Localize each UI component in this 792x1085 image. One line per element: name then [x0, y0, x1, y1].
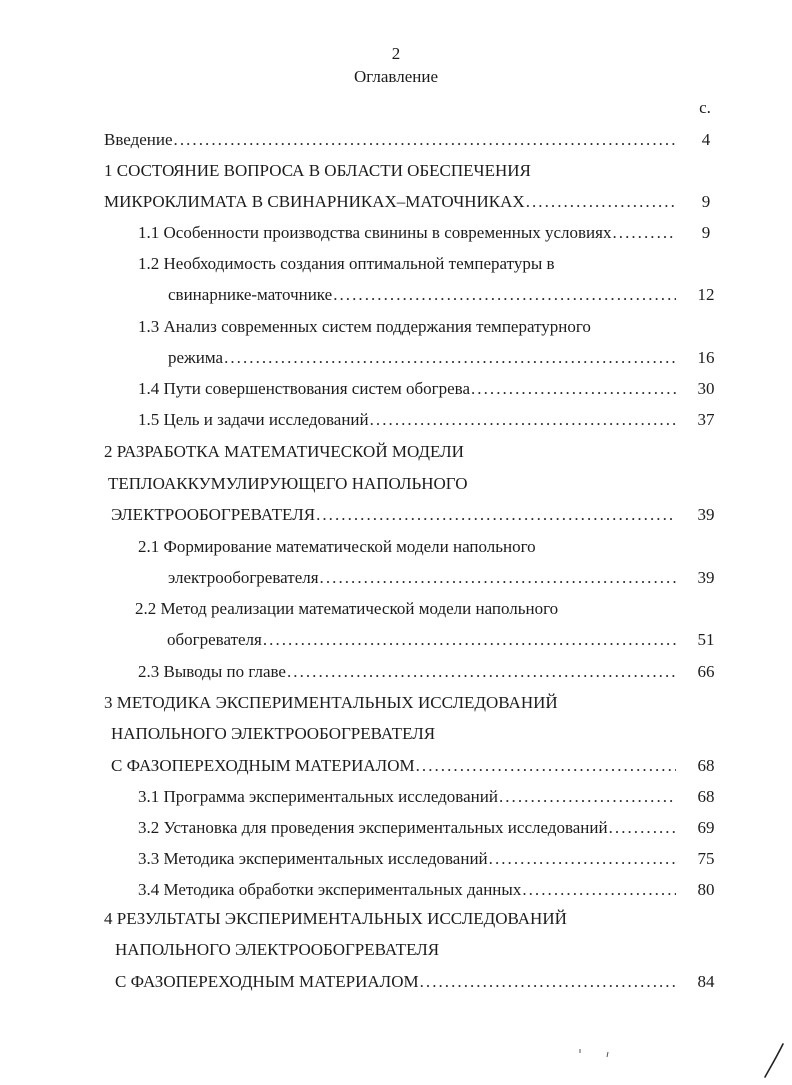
toc-entry[interactable]: обогревателя . . . — [167, 629, 676, 651]
dot-leader — [320, 567, 676, 589]
toc-entry[interactable]: 2.3 Выводы по главе . . . — [138, 661, 676, 683]
toc-page-number: 37 — [697, 410, 715, 429]
toc-entry[interactable]: 1.1 Особенности производства свинины в современных условиях . . . — [138, 222, 676, 244]
toc-entry[interactable]: режима . . . — [168, 347, 676, 369]
dot-leader — [489, 848, 676, 870]
toc-entry[interactable]: ЭЛЕКТРООБОГРЕВАТЕЛЯ . . . — [111, 504, 676, 526]
toc-entry[interactable]: электрообогревателя . . . — [168, 567, 676, 589]
toc-entry[interactable]: МИКРОКЛИМАТА В СВИНАРНИКАХ–МАТОЧНИКАХ . . . — [104, 191, 676, 213]
dot-leader — [287, 661, 676, 683]
toc-entry[interactable]: С ФАЗОПЕРЕХОДНЫМ МАТЕРИАЛОМ . . . — [111, 755, 676, 777]
toc-entry[interactable]: 1.2 Необходимость создания оптимальной температуры в — [138, 254, 555, 273]
toc-entry[interactable]: 1 СОСТОЯНИЕ ВОПРОСА В ОБЛАСТИ ОБЕСПЕЧЕНИЯ — [104, 161, 531, 180]
toc-entry[interactable]: 1.3 Анализ современных систем поддержания температурного — [138, 317, 591, 336]
toc-entry[interactable]: С ФАЗОПЕРЕХОДНЫМ МАТЕРИАЛОМ . . . — [115, 971, 676, 993]
toc-page-number: 39 — [697, 568, 715, 587]
toc-page-number: 84 — [697, 972, 715, 991]
toc-entry[interactable]: 3.3 Методика экспериментальных исследований . . . — [138, 848, 676, 870]
toc-page-number: 66 — [697, 662, 715, 681]
toc-entry[interactable]: 1.5 Цель и задачи исследований . . . — [138, 409, 676, 431]
dot-leader — [522, 879, 676, 901]
dot-leader — [263, 629, 676, 651]
dot-leader — [526, 191, 676, 213]
toc-entry[interactable]: 2.2 Метод реализации математической модели напольного — [135, 599, 559, 618]
toc-entry[interactable]: Введение . . . — [104, 129, 676, 151]
toc-page-number: 12 — [697, 285, 715, 304]
toc-entry[interactable]: 3.1 Программа экспериментальных исследований . . . — [138, 786, 676, 808]
toc-page-number: 69 — [697, 818, 715, 837]
toc-page-number: 16 — [697, 348, 715, 367]
toc-entry[interactable]: 2.1 Формирование математической модели напольного — [138, 537, 536, 556]
toc-page-number: 9 — [701, 223, 711, 242]
toc-page-number: 68 — [697, 756, 715, 775]
page-title: Оглавление — [354, 67, 438, 86]
toc-entry[interactable]: 2 РАЗРАБОТКА МАТЕМАТИЧЕСКОЙ МОДЕЛИ — [104, 442, 464, 461]
toc-page-number: 51 — [697, 630, 715, 649]
toc-entry[interactable]: 3.2 Установка для проведения экспериментальных исследований . . . — [138, 817, 676, 839]
toc-entry[interactable]: 3 МЕТОДИКА ЭКСПЕРИМЕНТАЛЬНЫХ ИССЛЕДОВАНИЙ — [104, 693, 558, 712]
page-number: 2 — [391, 44, 401, 63]
toc-entry[interactable]: 4 РЕЗУЛЬТАТЫ ЭКСПЕРИМЕНТАЛЬНЫХ ИССЛЕДОВАНИЙ — [104, 909, 567, 928]
dot-leader — [471, 378, 676, 400]
toc-entry[interactable]: НАПОЛЬНОГО ЭЛЕКТРООБОГРЕВАТЕЛЯ — [115, 940, 440, 959]
toc-entry[interactable]: ТЕПЛОАККУМУЛИРУЮЩЕГО НАПОЛЬНОГО — [108, 474, 468, 493]
pen-mark — [762, 1040, 786, 1080]
dot-leader — [420, 971, 676, 993]
toc-page-number: 39 — [697, 505, 715, 524]
dot-leader — [416, 755, 676, 777]
toc-page-number: 30 — [697, 379, 715, 398]
dot-leader — [224, 347, 676, 369]
dot-leader — [499, 786, 676, 808]
dot-leader — [316, 504, 676, 526]
toc-entry[interactable]: 3.4 Методика обработки экспериментальных данных . . . — [138, 879, 676, 901]
toc-entry[interactable]: свинарнике-маточнике . . . — [168, 284, 676, 306]
toc-entry[interactable]: НАПОЛЬНОГО ЭЛЕКТРООБОГРЕВАТЕЛЯ — [111, 724, 436, 743]
toc-page-number: 4 — [701, 130, 711, 149]
toc-page-number: 75 — [697, 849, 715, 868]
page-column-label: с. — [699, 98, 711, 117]
toc-page-number: 68 — [697, 787, 715, 806]
dot-leader — [333, 284, 676, 306]
scan-specks — [574, 1046, 624, 1062]
dot-leader — [174, 129, 676, 151]
dot-leader — [609, 817, 676, 839]
dot-leader — [612, 222, 676, 244]
toc-page-number: 9 — [701, 192, 711, 211]
toc-page-number: 80 — [697, 880, 715, 899]
dot-leader — [370, 409, 676, 431]
toc-entry[interactable]: 1.4 Пути совершенствования систем обогрева . . . — [138, 378, 676, 400]
